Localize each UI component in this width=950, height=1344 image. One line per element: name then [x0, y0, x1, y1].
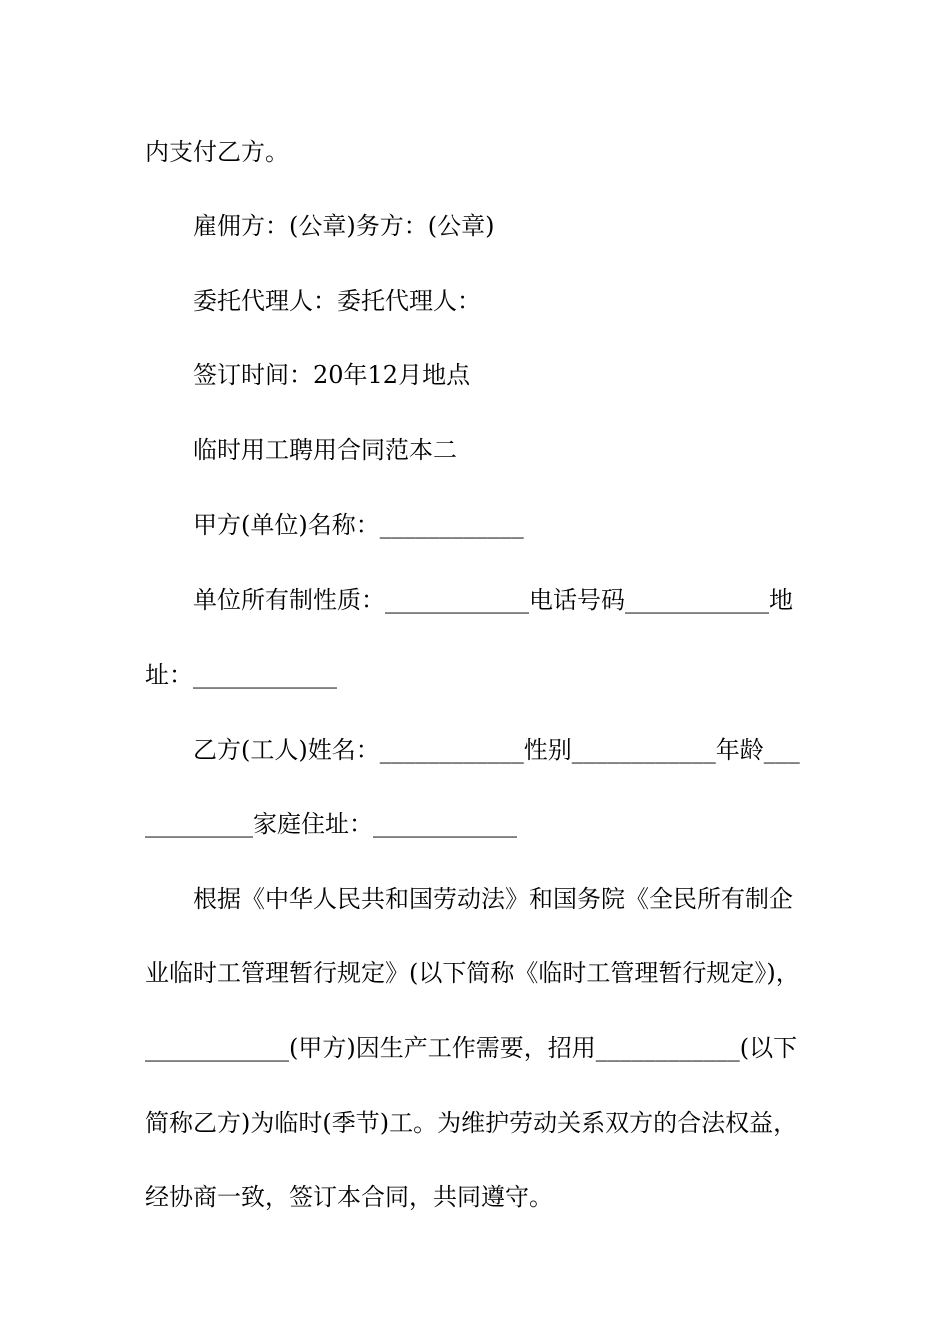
address-line: 址：____________	[145, 661, 337, 689]
paragraph-line: 简称乙方)为临时(季节)工。为维护劳动关系双方的合法权益，	[145, 1109, 798, 1137]
section-title: 临时用工聘用合同范本二	[193, 436, 457, 464]
paragraph-line: ____________(甲方)因生产工作需要，招用____________(以下	[145, 1034, 798, 1062]
paragraph-line: 根据《中华人民共和国劳动法》和国务院《全民所有制企	[193, 885, 793, 913]
unit-nature-line: 单位所有制性质：____________电话号码____________地	[193, 586, 793, 614]
text-line: 内支付乙方。	[145, 138, 289, 166]
signature-party-line: 雇佣方：(公章)务方：(公章)	[193, 212, 495, 240]
party-b-name-line: 乙方(工人)姓名：____________性别____________年龄___	[193, 736, 800, 764]
signing-time-line: 签订时间：20年12月地点	[193, 361, 471, 389]
paragraph-line: 经协商一致，签订本合同，共同遵守。	[145, 1183, 553, 1211]
agent-line: 委托代理人：委托代理人：	[193, 287, 481, 315]
party-a-name-line: 甲方(单位)名称：____________	[193, 511, 524, 539]
home-address-line: _________家庭住址：____________	[145, 810, 517, 838]
paragraph-line: 业临时工管理暂行规定》(以下简称《临时工管理暂行规定》)，	[145, 959, 800, 987]
